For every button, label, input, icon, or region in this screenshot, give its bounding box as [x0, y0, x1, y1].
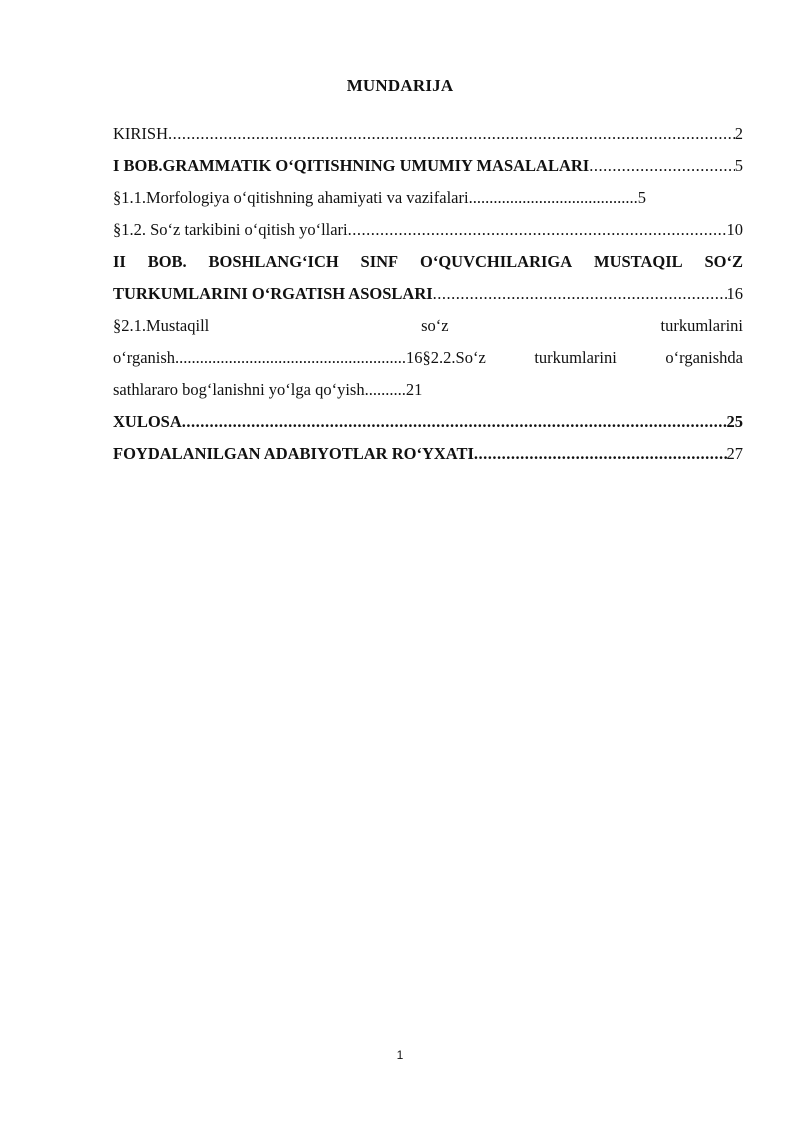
toc-leader-dots	[348, 214, 727, 246]
toc-entry-page: 25	[726, 412, 743, 431]
toc-entry-label: §1.2. So‘z tarkibini o‘qitish yo‘llari	[113, 220, 348, 239]
toc-entry-s21-line1	[113, 310, 743, 342]
toc-leader-dots	[182, 406, 727, 438]
page-number: 1	[396, 1048, 404, 1062]
toc-entry-s22-line3	[113, 374, 743, 406]
toc-entry-page: 21	[405, 380, 423, 399]
toc-word: turkumlarini	[660, 316, 743, 335]
toc-entry-label: TURKUMLARINI O‘RGATISH ASOSLARI	[113, 284, 433, 303]
toc-entry-page: 2	[734, 124, 743, 143]
toc-entry-s21-line2	[113, 342, 743, 374]
toc-entry-label: XULOSA	[113, 412, 182, 431]
toc-word: so‘z	[421, 316, 449, 335]
toc-leader-dots	[433, 278, 727, 310]
toc-word: O‘QUVCHILARIGA	[419, 252, 573, 271]
toc-entry-label: I BOB.GRAMMATIK O‘QITISHNING UMUMIY MASALALARI	[113, 156, 590, 175]
toc-leader-dots: ........................................................	[175, 348, 407, 367]
toc-entry-page: 16	[406, 348, 423, 367]
toc-entry-s12	[113, 214, 743, 246]
toc-entry-kirish	[113, 118, 743, 150]
toc-word: SO‘Z	[704, 252, 743, 271]
toc-entry-page: 10	[726, 220, 743, 239]
toc-entry-page: 5	[637, 188, 646, 207]
toc-word: turkumlarini	[534, 348, 617, 367]
toc-word: MUSTAQIL	[594, 252, 683, 271]
toc-entry-page: 27	[726, 444, 743, 463]
toc-entry-label: KIRISH	[113, 124, 169, 143]
toc-word: SINF	[360, 252, 399, 271]
toc-word: II	[113, 252, 126, 271]
toc-leader-dots	[168, 118, 735, 150]
toc-word: §2.1.Mustaqill	[113, 316, 210, 335]
page-title: MUNDARIJA	[346, 76, 454, 95]
toc-entry-label: §2.2.So‘z	[422, 348, 486, 367]
toc-entry-page: 16	[726, 284, 743, 303]
toc-entry-xulosa	[113, 406, 743, 438]
toc-entry-bob1	[113, 150, 743, 182]
toc-entry-label: sathlararo bog‘lanishni yo‘lga qo‘yish	[113, 380, 365, 399]
toc-entry-foydalanilgan	[113, 438, 743, 470]
toc-entry-label: o‘rganish	[113, 348, 176, 367]
toc-leader-dots: ..........	[364, 380, 406, 399]
toc-word: BOSHLANG‘ICH	[208, 252, 339, 271]
toc-entry-label: §1.1.Morfologiya o‘qitishning ahamiyati va vazifalari	[113, 188, 469, 207]
table-of-contents	[113, 118, 743, 470]
toc-entry-page: 5	[734, 156, 743, 175]
toc-entry-bob2-line1	[113, 246, 743, 278]
toc-word: o‘rganishda	[665, 348, 743, 367]
toc-leader-dots	[474, 438, 727, 470]
toc-leader-dots: .........................................	[468, 188, 638, 207]
toc-entry-bob2-line2	[113, 278, 743, 310]
toc-leader-dots	[589, 150, 735, 182]
toc-entry-s11	[113, 182, 743, 214]
toc-entry-label: FOYDALANILGAN ADABIYOTLAR RO‘YXATI	[113, 444, 474, 463]
toc-word: BOB.	[147, 252, 187, 271]
